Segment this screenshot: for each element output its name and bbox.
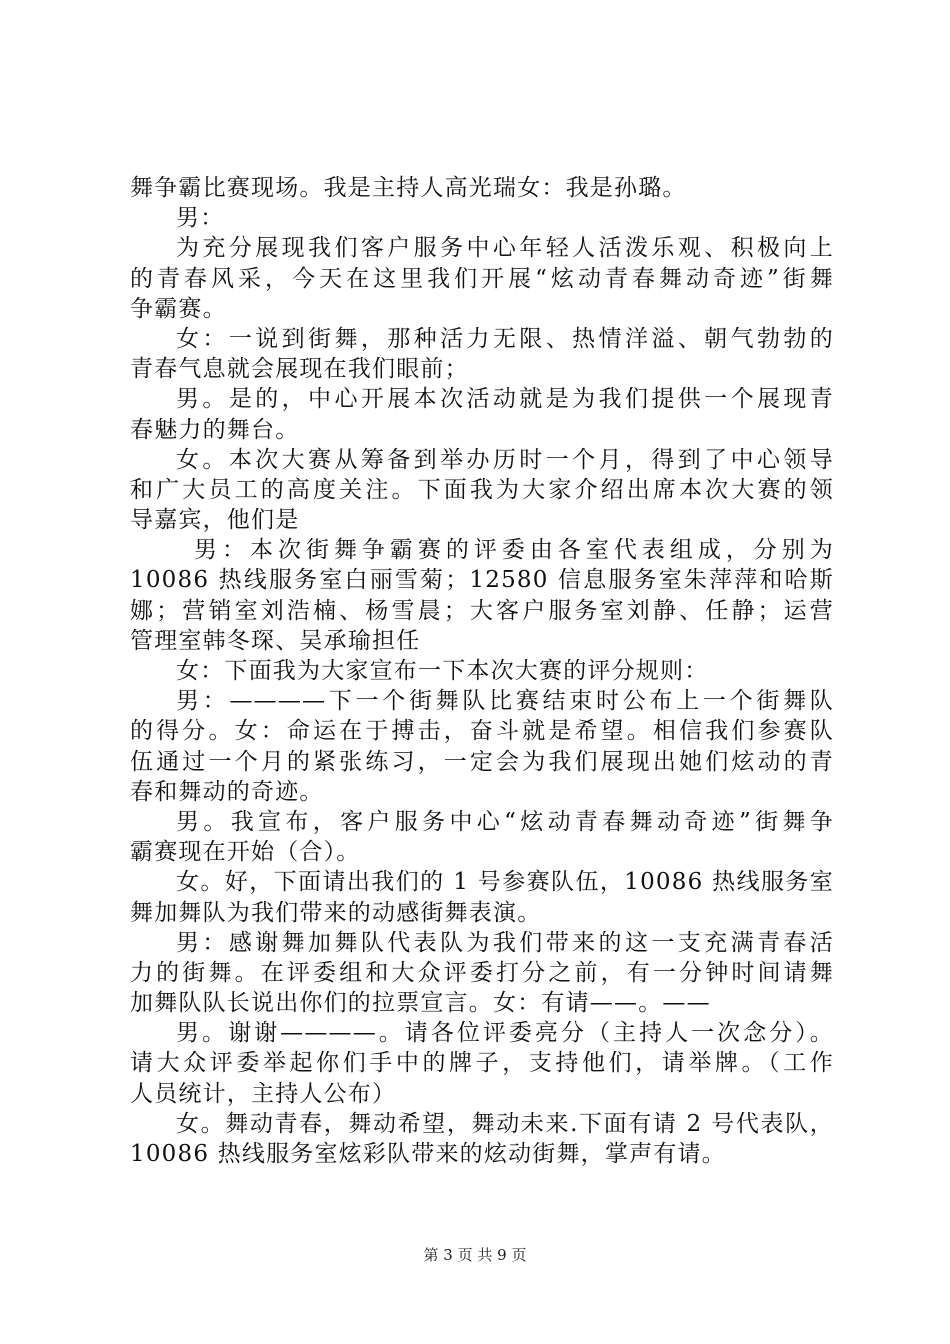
text-line: 男。是的，中心开展本次活动就是为我们提供一个展现青 <box>176 386 834 413</box>
text-line: 的得分。女：命运在于搏击，奋斗就是希望。相信我们参赛队 <box>130 718 834 745</box>
text-line: 请大众评委举起你们手中的牌子，支持他们，请举牌。（工作 <box>130 1050 834 1077</box>
text-line: 男。谢谢————。请各位评委亮分（主持人一次念分）。 <box>176 1020 834 1047</box>
text-line: 10086 热线服务室白丽雪菊；12580 信息服务室朱萍萍和哈斯 <box>130 567 834 594</box>
text-line: 娜；营销室刘浩楠、杨雪晨；大客户服务室刘静、任静；运营 <box>130 597 834 624</box>
text-line: 导嘉宾，他们是 <box>130 507 300 534</box>
text-line: 舞争霸比赛现场。我是主持人高光瑞女：我是孙璐。 <box>130 175 687 201</box>
text-line: 和广大员工的高度关注。下面我为大家介绍出席本次大赛的领 <box>130 476 834 503</box>
text-line: 人员统计，主持人公布） <box>130 1080 397 1107</box>
document-body <box>130 173 834 1169</box>
text-line: 10086 热线服务室炫彩队带来的炫动街舞，掌声有请。 <box>130 1141 726 1167</box>
text-line: 男。我宣布，客户服务中心“炫动青春舞动奇迹”街舞争 <box>176 808 834 835</box>
text-line: 春和舞动的奇迹。 <box>130 778 324 805</box>
page-number-footer: 第 3 页 共 9 页 <box>423 1246 527 1264</box>
text-line: 力的街舞。在评委组和大众评委打分之前，有一分钟时间请舞 <box>130 959 834 986</box>
text-line: 青春气息就会展现在我们眼前； <box>130 356 469 383</box>
text-line: 男： <box>176 205 225 232</box>
text-line: 男：————下一个街舞队比赛结束时公布上一个街舞队 <box>176 688 834 715</box>
text-line: 的青春风采，今天在这里我们开展“炫动青春舞动奇迹”街舞 <box>130 265 834 292</box>
text-line: 男：感谢舞加舞队代表队为我们带来的这一支充满青春活 <box>176 929 834 956</box>
text-line: 为充分展现我们客户服务中心年轻人活泼乐观、积极向上 <box>176 235 834 262</box>
text-line: 女：下面我为大家宣布一下本次大赛的评分规则： <box>176 658 709 684</box>
text-line: 加舞队队长说出你们的拉票宣言。女：有请——。—— <box>130 990 711 1017</box>
text-line: 女。本次大赛从筹备到举办历时一个月，得到了中心领导 <box>176 446 834 473</box>
text-line: 春魅力的舞台。 <box>130 416 300 443</box>
text-line: 女：一说到街舞，那种活力无限、热情洋溢、朝气勃勃的 <box>176 325 834 352</box>
text-line: 女。好，下面请出我们的 1 号参赛队伍，10086 热线服务室 <box>176 869 834 896</box>
text-line: 争霸赛。 <box>130 295 227 322</box>
text-line: 男：本次街舞争霸赛的评委由各室代表组成，分别为 <box>194 537 834 564</box>
text-line: 舞加舞队为我们带来的动感街舞表演。 <box>130 899 542 926</box>
text-line: 女。舞动青春，舞动希望，舞动未来.下面有请 2 号代表队， <box>176 1110 834 1137</box>
text-line: 霸赛现在开始（合）。 <box>130 839 361 866</box>
text-line: 伍通过一个月的紧张练习，一定会为我们展现出她们炫动的青 <box>130 748 834 775</box>
text-line: 管理室韩冬琛、吴承瑜担任 <box>130 627 421 654</box>
